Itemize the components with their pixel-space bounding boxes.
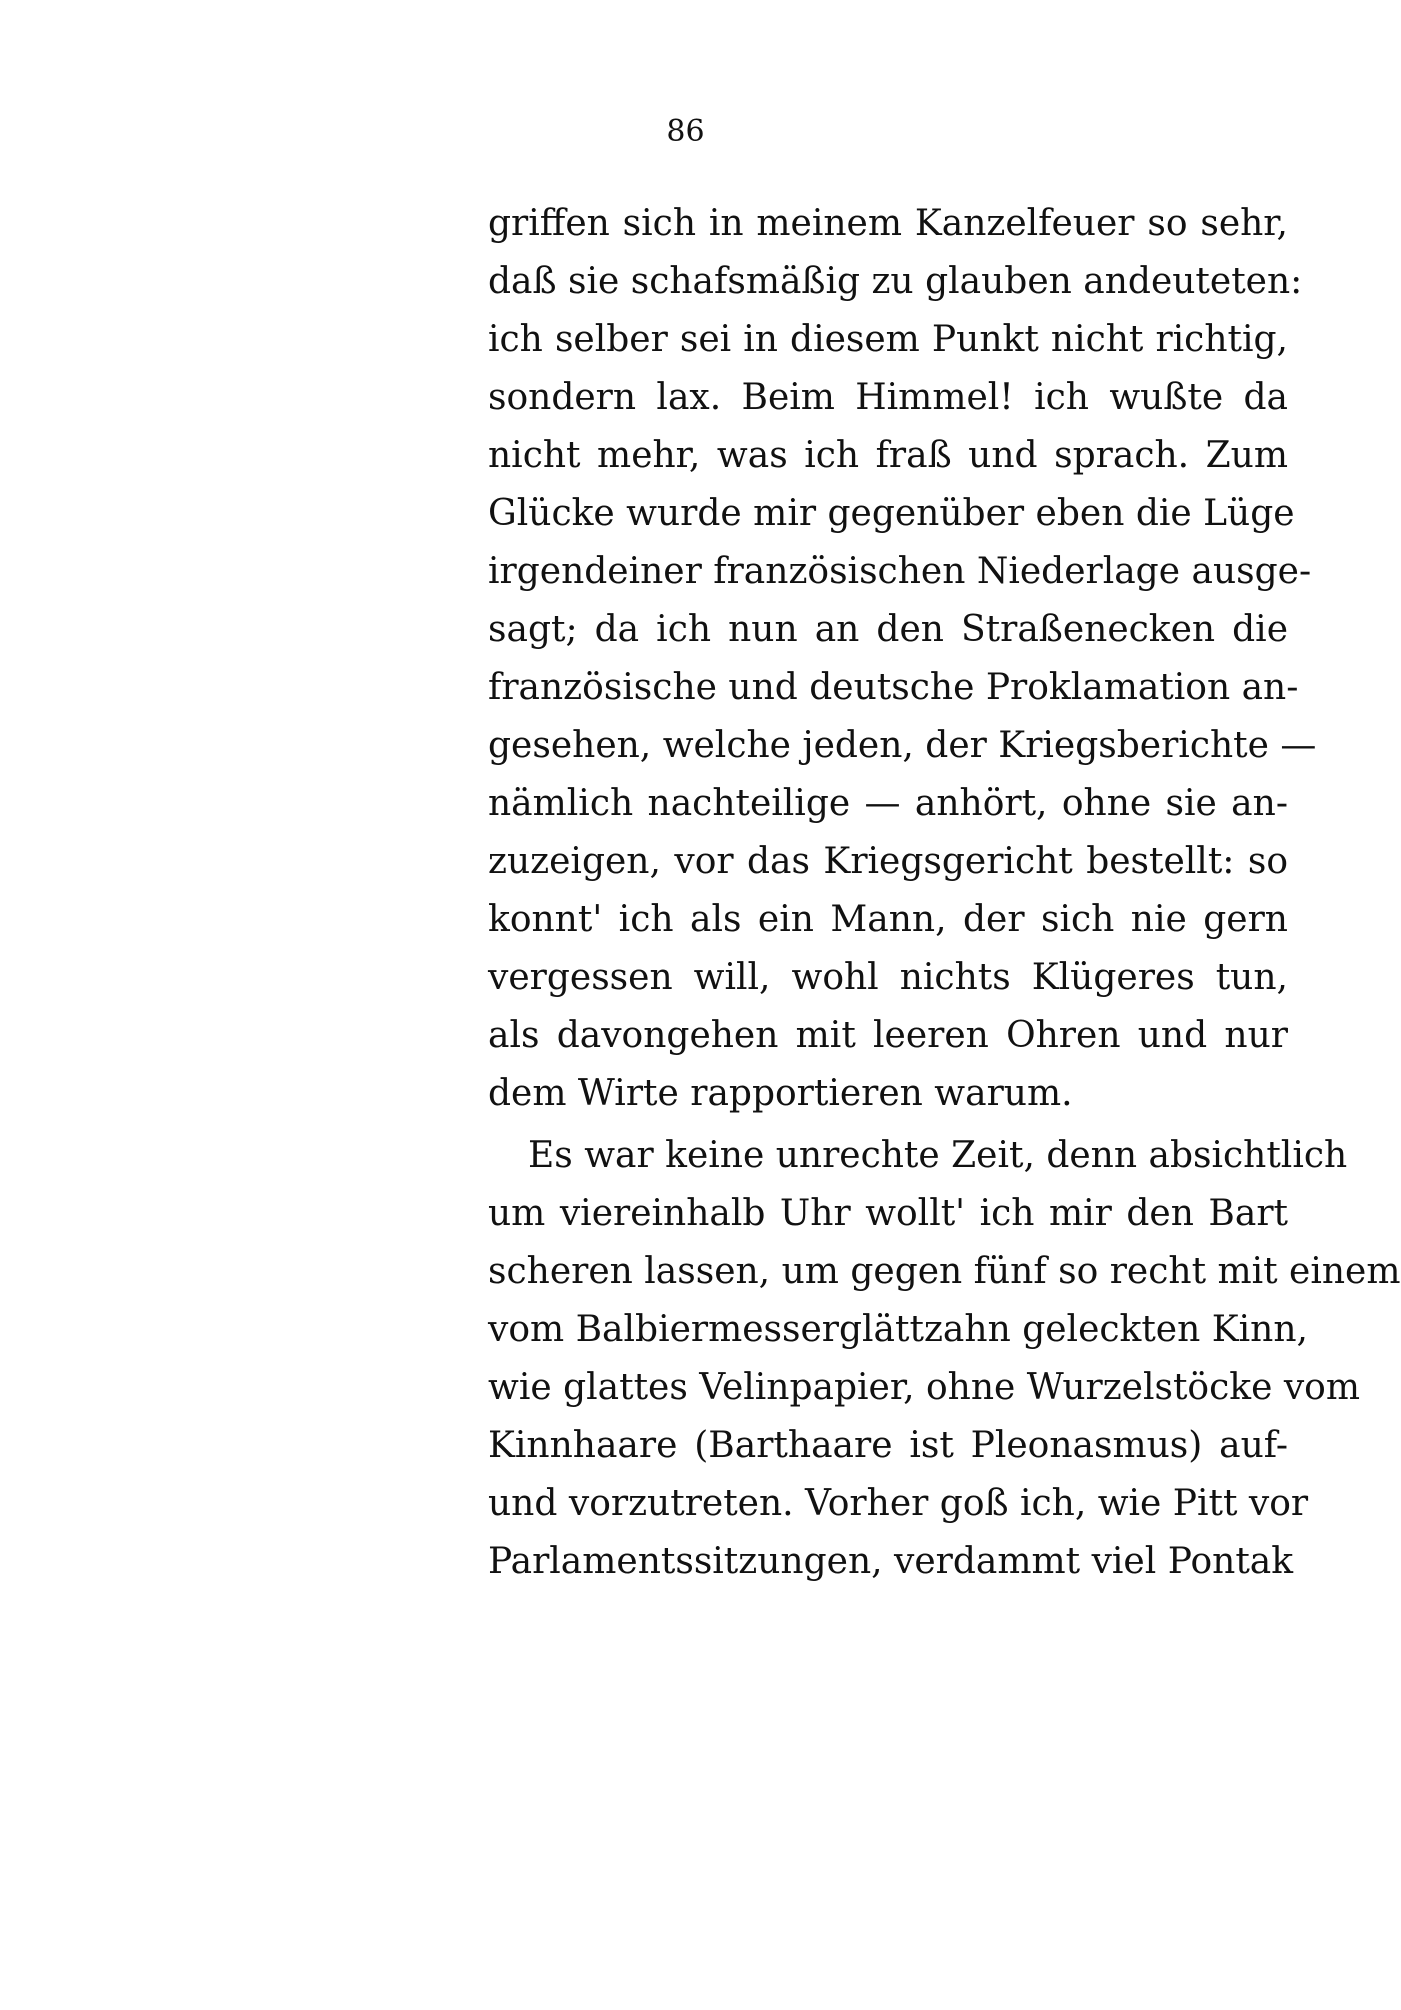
text-line: zuzeigen, vor das Kriegsgericht bestellt: so: [488, 841, 1288, 882]
text-line: konnt' ich als ein Mann, der sich nie gern: [488, 899, 1288, 940]
text-line: griffen sich in meinem Kanzelfeuer so sehr,: [488, 203, 1288, 244]
text-line: ich selber sei in diesem Punkt nicht richtig,: [488, 319, 1288, 360]
text-line: als davongehen mit leeren Ohren und nur: [488, 1015, 1288, 1056]
page-number: 86: [666, 114, 705, 149]
text-line: wie glattes Velinpapier, ohne Wurzelstöcke vom: [488, 1367, 1360, 1408]
text-line: gesehen, welche jeden, der Kriegsberichte —: [488, 725, 1317, 766]
text-line: Parlamentssitzungen, verdammt viel Pontak: [488, 1541, 1294, 1582]
text-line: nämlich nachteilige — anhört, ohne sie an-: [488, 783, 1288, 824]
text-line: irgendeiner französischen Niederlage ausge-: [488, 551, 1312, 592]
paragraph-2: [488, 1127, 1401, 1591]
text-line: nicht mehr, was ich fraß und sprach. Zum: [488, 435, 1288, 476]
text-line: Kinnhaare (Barthaare ist Pleonasmus) auf-: [488, 1425, 1288, 1466]
text-line: scheren lassen, um gegen fünf so recht mit einem: [488, 1251, 1401, 1292]
paragraph-1: [488, 195, 1317, 1123]
text-line: sagt; da ich nun an den Straßenecken die: [488, 609, 1288, 650]
text-line: sondern lax. Beim Himmel! ich wußte da: [488, 377, 1288, 418]
text-line: dem Wirte rapportieren warum.: [488, 1073, 1073, 1114]
body-text: [488, 195, 1401, 1591]
text-line: und vorzutreten. Vorher goß ich, wie Pitt vor: [488, 1483, 1309, 1524]
text-line: Glücke wurde mir gegenüber eben die Lüge: [488, 493, 1295, 534]
text-line: vom Balbiermesserglättzahn geleckten Kinn,: [488, 1309, 1308, 1350]
text-line: vergessen will, wohl nichts Klügeres tun,: [488, 957, 1288, 998]
text-line: Es war keine unrechte Zeit, denn absichtlich: [528, 1135, 1348, 1176]
text-line: um viereinhalb Uhr wollt' ich mir den Bart: [488, 1193, 1288, 1234]
text-line: französische und deutsche Proklamation an-: [488, 667, 1299, 708]
text-line: daß sie schafsmäßig zu glauben andeuteten:: [488, 261, 1303, 302]
